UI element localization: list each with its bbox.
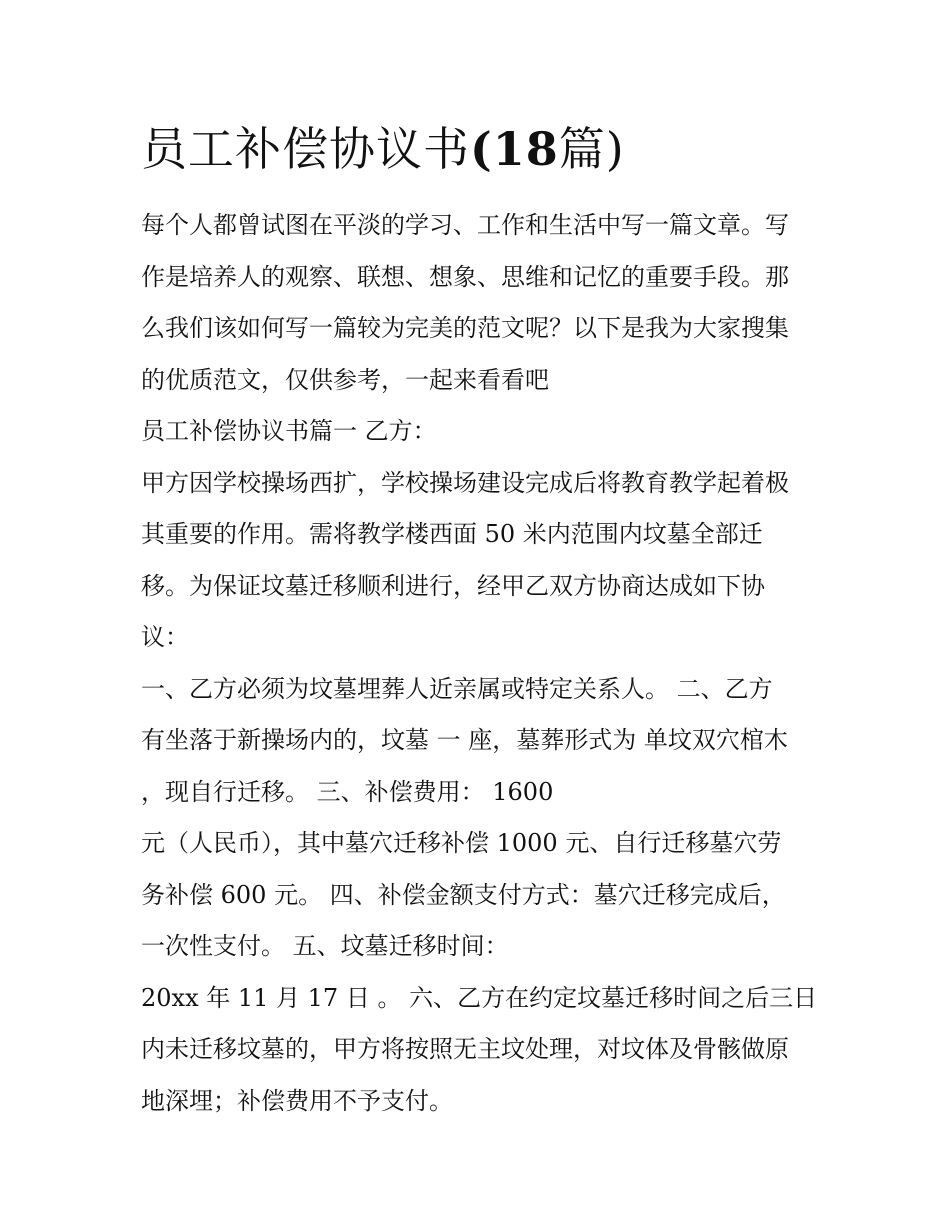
body-line: 元（人民币），其中墓穴迁移补偿 1000 元、自行迁移墓穴劳 bbox=[141, 829, 782, 857]
body-line: 地深埋；补偿费用不予支付。 bbox=[141, 1086, 453, 1115]
body-line: 一次性支付。 五、坟墓迁移时间： bbox=[141, 932, 509, 960]
section-heading: 员工补偿协议书篇一 乙方： bbox=[141, 417, 437, 445]
title-suffix: 篇) bbox=[558, 122, 625, 176]
body-line: 作是培养人的观察、联想、想象、思维和记忆的重要手段。那 bbox=[141, 262, 789, 291]
body-line: 甲方因学校操场西扩，学校操场建设完成后将教育教学起着极 bbox=[141, 468, 789, 497]
body-line: 移。为保证坟墓迁移顺利进行，经甲乙双方协商达成如下协 bbox=[141, 571, 765, 600]
body-line: 有坐落于新操场内的，坟墓 一 座，墓葬形式为 单坟双穴棺木 bbox=[141, 726, 788, 754]
body-line: 的优质范文，仅供参考，一起来看看吧 bbox=[141, 365, 549, 394]
body-line: 内未迁移坟墓的，甲方将按照无主坟处理，对坟体及骨骸做原 bbox=[141, 1035, 789, 1063]
body-line: 每个人都曾试图在平淡的学习、工作和生活中写一篇文章。写 bbox=[141, 211, 789, 239]
body-line: 其重要的作用。需将教学楼西面 50 米内范围内坟墓全部迁 bbox=[141, 520, 763, 548]
title-text: 员工补偿协议书 bbox=[141, 122, 470, 176]
document-title bbox=[141, 118, 821, 180]
body-line: 20xx 年 11 月 17 日 。 六、乙方在约定坟墓迁移时间之后三日 bbox=[141, 983, 818, 1012]
document-page bbox=[141, 118, 821, 1127]
body-line: 议： bbox=[141, 623, 189, 651]
body-line: 一、乙方必须为坟墓埋葬人近亲属或特定关系人。 二、乙方 bbox=[141, 674, 773, 703]
title-count: (18 bbox=[470, 122, 559, 176]
body-line: 么我们该如何写一篇较为完美的范文呢？以下是我为大家搜集 bbox=[141, 314, 789, 342]
body-line: ，现自行迁移。 三、补偿费用： 1600 bbox=[141, 777, 554, 806]
body-line: 务补偿 600 元。 四、补偿金额支付方式：墓穴迁移完成后， bbox=[141, 880, 786, 909]
